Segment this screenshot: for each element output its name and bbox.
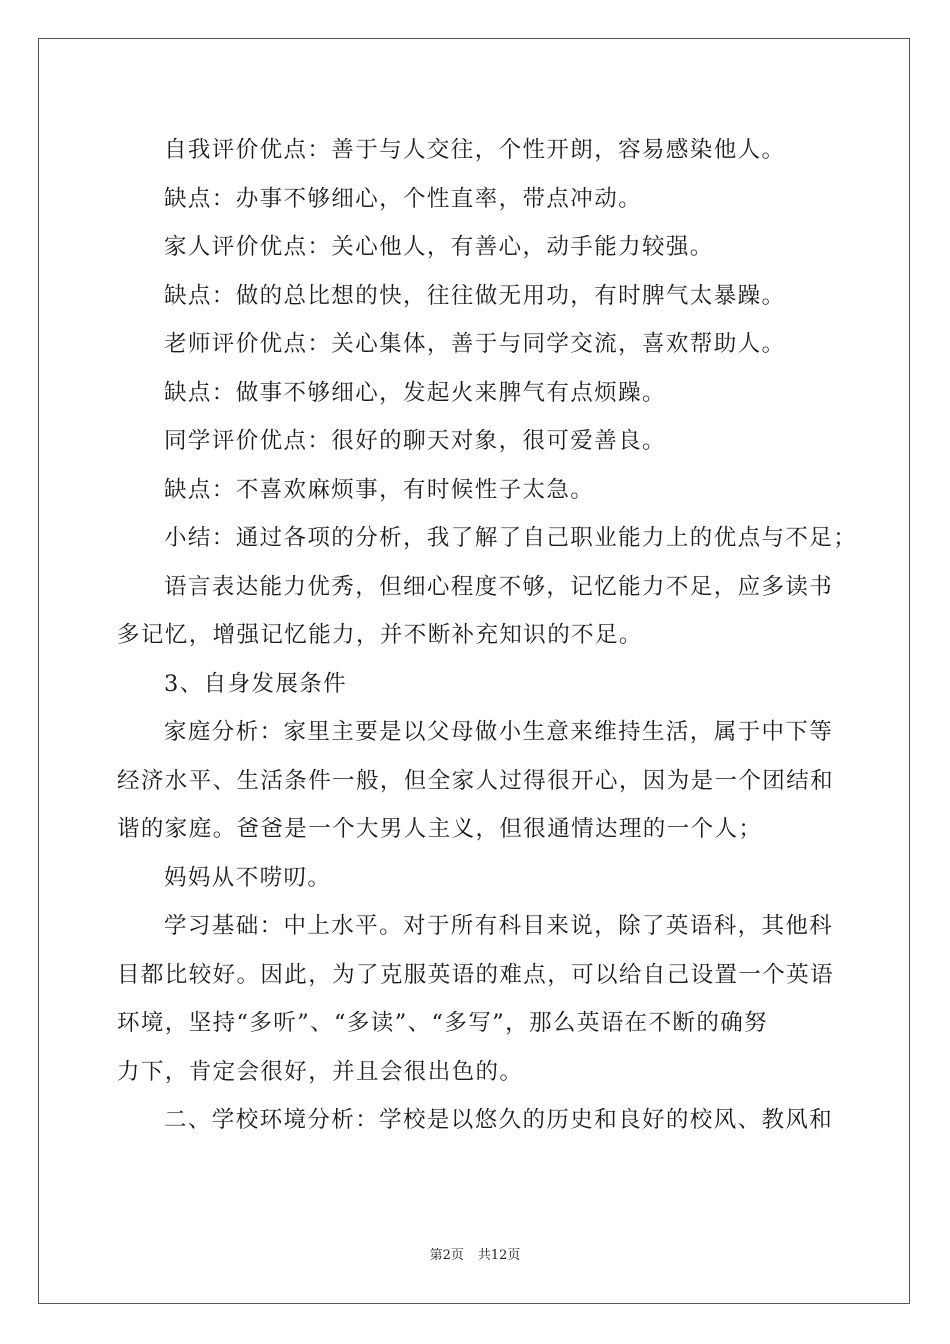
- paragraph: [117, 708, 833, 854]
- paragraph: [117, 514, 858, 563]
- paragraph: [117, 223, 833, 272]
- text-line: 小结：通过各项的分析，我了解了自己职业能力上的优点与不足；: [164, 525, 858, 551]
- text-line: 家庭分析：家里主要是以父母做小生意来维持生活，属于中下等: [164, 719, 834, 745]
- document-body: [117, 126, 858, 1145]
- paragraph: [117, 902, 833, 1096]
- paragraph: [117, 320, 833, 369]
- text-line: 缺点：做的总比想的快，往往做无用功，有时脾气太暴躁。: [164, 282, 786, 309]
- text-line: 二、学校环境分析：学校是以悠久的历史和良好的校风、教风和: [164, 1107, 834, 1133]
- paragraph: [117, 660, 833, 709]
- paragraph: [117, 369, 833, 418]
- paragraph: [117, 175, 833, 224]
- paragraph: [117, 466, 833, 515]
- text-line: 家人评价优点：关心他人，有善心，动手能力较强。: [164, 234, 714, 260]
- page-footer: [0, 1246, 950, 1266]
- paragraph: [117, 563, 833, 660]
- paragraph: [117, 417, 833, 466]
- text-line: 经济水平、生活条件一般，但全家人过得很开心，因为是一个团结和: [117, 767, 835, 794]
- text-line: 同学评价优点：很好的聊天对象，很可爱善良。: [164, 428, 666, 454]
- text-line: 缺点：办事不够细心，个性直率，带点冲动。: [164, 185, 643, 212]
- text-line: 老师评价优点：关心集体，善于与同学交流，喜欢帮助人。: [164, 331, 786, 357]
- text-line: 妈妈从不唠叨。: [164, 864, 332, 891]
- text-line: 3、自身发展条件: [164, 670, 348, 697]
- text-line: 缺点：做事不够细心，发起火来脾气有点烦躁。: [164, 379, 666, 406]
- paragraph: [117, 1096, 833, 1145]
- text-line: 环境，坚持“多听”、“多读”、“多写”，那么英语在不断的确努: [117, 1010, 769, 1036]
- text-line: 多记忆，增强记忆能力，并不断补充知识的不足。: [117, 622, 643, 648]
- text-line: 缺点：不喜欢麻烦事，有时候性子太急。: [164, 476, 595, 503]
- text-line: 自我评价优点：善于与人交往，个性开朗，容易感染他人。: [164, 137, 786, 163]
- text-line: 语言表达能力优秀，但细心程度不够，记忆能力不足，应多读书: [164, 573, 834, 600]
- paragraph: [117, 854, 833, 903]
- page-number: 第2页: [429, 1248, 464, 1263]
- page-total: 共12页: [477, 1248, 521, 1263]
- paragraph: [117, 272, 833, 321]
- paragraph: [117, 126, 833, 175]
- text-line: 力下，肯定会很好，并且会很出色的。: [117, 1058, 524, 1085]
- text-line: 谐的家庭。爸爸是一个大男人主义，但很通情达理的一个人；: [117, 816, 763, 842]
- text-line: 学习基础：中上水平。对于所有科目来说，除了英语科，其他科: [164, 913, 834, 939]
- text-line: 目都比较好。因此，为了克服英语的难点，可以给自己设置一个英语: [117, 961, 835, 988]
